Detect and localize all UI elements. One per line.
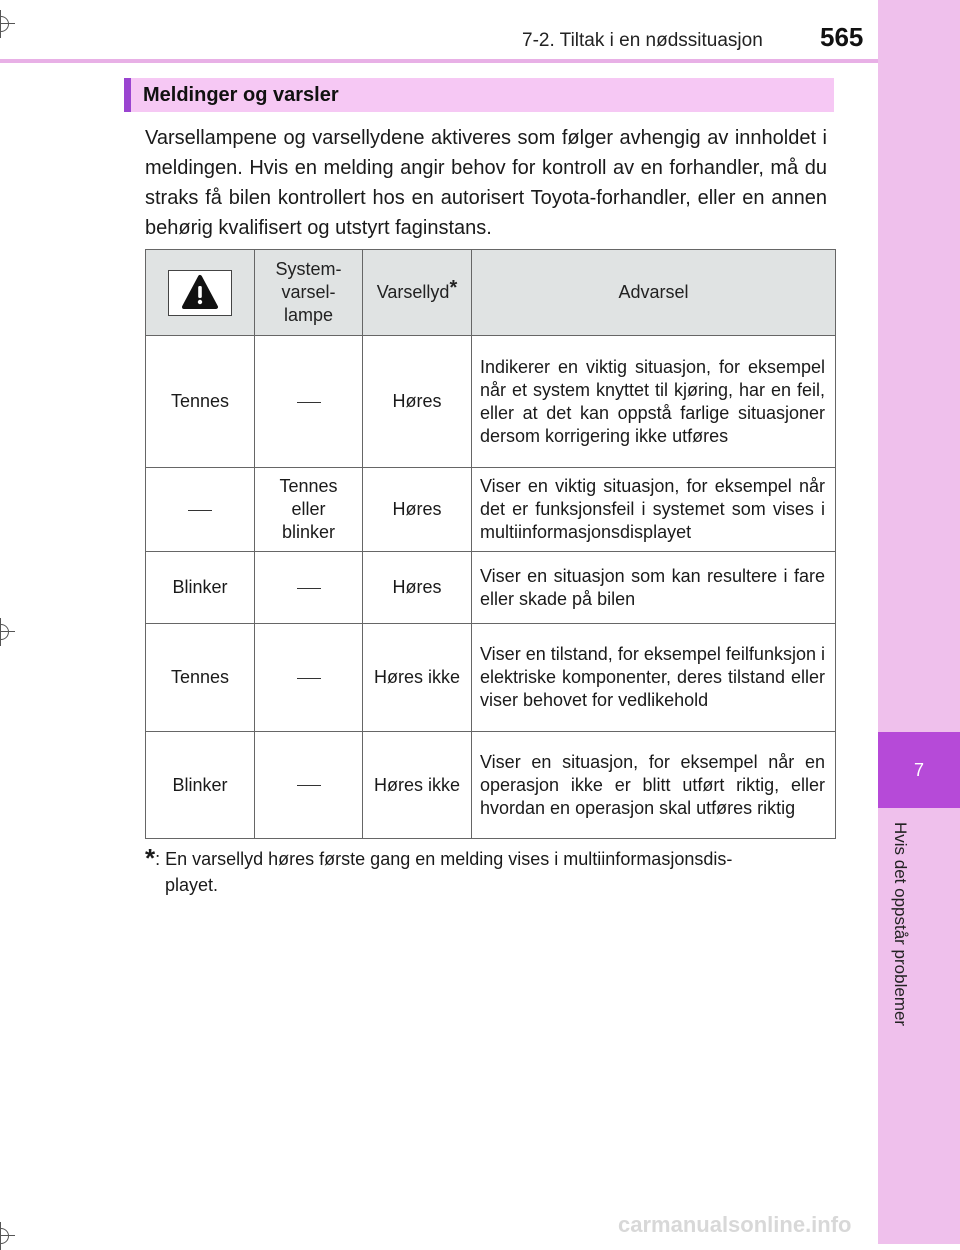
chapter-title: Hvis det oppstår problemer — [891, 822, 910, 1027]
header-rule — [0, 59, 878, 63]
cell-lamp: Blinker — [146, 732, 255, 839]
chapter-number-badge: 7 — [878, 732, 960, 808]
warning-triangle-icon — [168, 270, 232, 316]
cell-description: Viser en situasjon som kan resultere i fare eller skade på bilen — [472, 552, 836, 624]
registration-mark-mid-left — [0, 618, 15, 646]
footnote — [145, 845, 827, 898]
section-heading-text: Meldinger og varsler — [143, 84, 339, 106]
running-header-section: 7-2. Tiltak i en nødssituasjon — [522, 30, 763, 51]
cell-lamp: Tennes — [146, 336, 255, 468]
header-warning: Advarsel — [472, 250, 836, 336]
header-warning-sound — [363, 250, 472, 336]
cell-description: Indikerer en viktig situasjon, for eksempel når et system knyttet til kjøring, har en feil, eller at det kan oppstå farlige situasjoner dersom korrigering ikke utføres — [472, 336, 836, 468]
dash-mark — [297, 785, 321, 786]
cell-sound: Høres — [363, 468, 472, 552]
cell-lamp — [146, 468, 255, 552]
cell-system — [255, 336, 363, 468]
table-row — [146, 624, 836, 732]
footnote-line1: : En varsellyd høres første gang en melding vises i multiinformasjonsdis- — [155, 849, 733, 869]
table-row — [146, 732, 836, 839]
dash-mark — [297, 588, 321, 589]
header-warning-sound-text: Varsellyd — [376, 282, 450, 302]
cell-description: Viser en viktig situasjon, for eksempel når det er funksjonsfeil i systemet som vises i multiinformasjonsdisplayet — [472, 468, 836, 552]
dash-mark — [188, 510, 212, 511]
cell-system — [255, 624, 363, 732]
cell-sound: Høres — [363, 336, 472, 468]
cell-system — [255, 552, 363, 624]
cell-system-line3: blinker — [281, 522, 336, 542]
header-system-lamp-line2: varsel- — [281, 282, 336, 302]
table-row — [146, 336, 836, 468]
header-system-lamp-line3: lampe — [283, 305, 334, 325]
table-row — [146, 552, 836, 624]
cell-system — [255, 468, 363, 552]
cell-sound: Høres — [363, 552, 472, 624]
cell-description: Viser en tilstand, for eksempel feilfunksjon i elektriske komponenter, deres tilstand eller viser behovet for vedlikehold — [472, 624, 836, 732]
footnote-mark: * — [449, 277, 458, 299]
cell-system-line2: eller — [291, 499, 326, 519]
footnote-star: * — [145, 843, 156, 873]
cell-sound: Høres ikke — [363, 732, 472, 839]
cell-lamp: Tennes — [146, 624, 255, 732]
registration-mark-bottom-left — [0, 1222, 15, 1250]
cell-description: Viser en situasjon, for eksempel når en operasjon ikke er blitt utført riktig, eller hvordan en operasjon skal utføres riktig — [472, 732, 836, 839]
page-number: 565 — [820, 22, 864, 52]
intro-paragraph: Varsellampene og varsellydene aktiveres som følger avhengig av innholdet i meldingen. Hvis en melding angir behov for kontroll av en forhandler, må du straks få bilen kontrollert hos en autorisert Toyota-forhandler, eller en annen behørig kvalifisert og utstyrt faginstans. — [145, 127, 827, 239]
section-heading — [124, 78, 834, 112]
watermark: carmanualsonline.info — [618, 1212, 852, 1237]
dash-mark — [297, 402, 321, 403]
dash-mark — [297, 678, 321, 679]
chapter-side-tab — [878, 0, 960, 1244]
cell-system — [255, 732, 363, 839]
cell-system-line1: Tennes — [279, 476, 338, 496]
registration-mark-top-left — [0, 10, 15, 38]
table-row — [146, 468, 836, 552]
warning-table — [145, 249, 836, 839]
cell-sound: Høres ikke — [363, 624, 472, 732]
header-system-lamp-line1: System- — [275, 259, 342, 279]
footnote-line2: playet. — [165, 875, 219, 895]
cell-lamp: Blinker — [146, 552, 255, 624]
table-header-row — [146, 250, 836, 336]
header-system-lamp — [255, 250, 363, 336]
header-icon-cell — [146, 250, 255, 336]
